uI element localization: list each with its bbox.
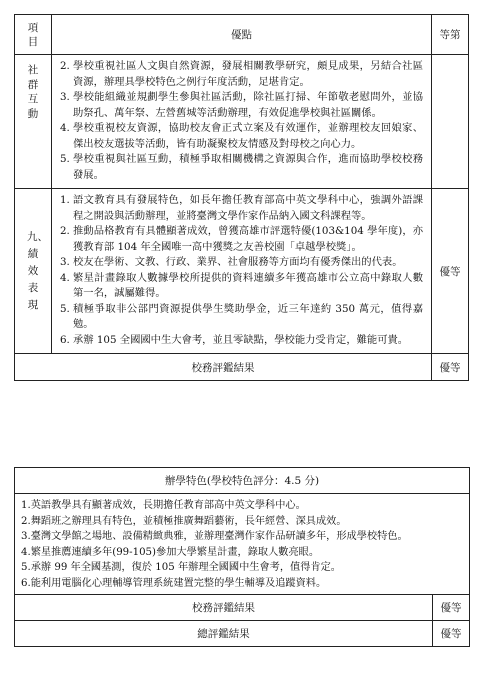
point-number: 3. (60, 91, 70, 103)
point-number: 1. (60, 194, 70, 206)
school-evaluation-result-row (15, 354, 469, 381)
point-text: 學校重視社區人文與自然資源，發展相關教學研究，頗見成果，另結合社區資源，辦理具學校特色之例行年度活動，足堪肯定。 (73, 60, 423, 88)
feature-school-result-row (15, 595, 470, 621)
feature-item: 5.承辦 99 年全國基測，復於 105 年辦理全國國中生會考，值得肯定。 (21, 562, 341, 573)
point-number: 5. (60, 302, 70, 315)
strength-point (60, 224, 423, 255)
strength-point (60, 90, 423, 121)
feature-title-text: 辦學特色(學校特色評分：4.5 分) (164, 475, 320, 487)
feature-item: 6.能利用電腦化心理輔導管理系統建置完整的學生輔導及追蹤資料。 (21, 577, 327, 589)
section-item-label: 九、績效表現 (27, 230, 48, 311)
strength-point (60, 152, 423, 183)
feature-title-row (15, 468, 470, 494)
point-text: 承辦 105 全國國中生大會考，並且零缺點，學校能力受肯定，難能可貴。 (73, 333, 409, 346)
point-text: 積極爭取非公部門資源提供學生獎助學金，近三年達約 350 萬元，值得嘉勉。 (73, 302, 423, 330)
overall-result-row (15, 621, 470, 647)
header-strengths (52, 15, 432, 55)
evaluation-table (14, 14, 469, 381)
section-item-performance (15, 189, 52, 354)
point-number: 5. (60, 153, 70, 165)
feature-list (15, 494, 470, 595)
overall-result-label-text: 總評鑑結果 (197, 628, 250, 640)
overall-result-label (15, 621, 433, 647)
point-text: 推動品格教育有具體顯著成效，曾獲高雄市評選特優(103&104 學年度)，亦獲教育部 104 年全國唯一高中獲獎之友善校園「卓越學校獎」。 (73, 225, 423, 253)
section-grade-label: 優等 (439, 265, 461, 278)
strength-list (60, 193, 423, 348)
header-grade (432, 15, 469, 55)
strength-point (60, 271, 423, 302)
point-text: 語文教育具有發展特色，如長年擔任教育部高中英文學科中心，強調外語課程之開設與活動辦理，並將臺灣文學作家作品納入國文科課程等。 (73, 194, 423, 222)
section-grade-community (432, 55, 469, 189)
feature-item: 1.英語教學具有顯著成效，長期擔任教育部高中英文學科中心。 (21, 500, 306, 511)
feature-school-result-label-text: 校務評鑑結果 (192, 602, 255, 614)
feature-item: 2.舞蹈班之辦理具有特色，並積極推廣舞蹈藝術，長年經營、深具成效。 (21, 515, 347, 527)
point-number: 2. (60, 225, 70, 237)
point-number: 2. (60, 60, 70, 72)
feature-school-result-grade-text: 優等 (440, 602, 462, 614)
feature-school-result-grade (433, 595, 470, 621)
school-evaluation-result-grade (432, 354, 469, 381)
strength-point (60, 121, 423, 152)
section-item-label: 社群互動 (27, 64, 39, 120)
strength-list (60, 59, 423, 183)
feature-title (15, 468, 470, 494)
strength-point (60, 255, 423, 271)
overall-result-grade (433, 621, 470, 647)
point-text: 學校重視與社區互動，積極爭取相關機構之資源與合作，進而協助學校校務發展。 (73, 153, 423, 181)
feature-item: 4.繁星推薦連續多年(99-105)參加大學繁星計畫，錄取人數亮眼。 (21, 546, 320, 558)
section-row-performance (15, 189, 469, 354)
header-strengths-label: 優點 (231, 29, 252, 41)
school-feature-table (14, 467, 470, 647)
section-grade-performance (432, 189, 469, 354)
point-text: 校友在學術、文教、行政、業界、社會服務等方面均有優秀傑出的代表。 (73, 256, 403, 268)
point-number: 3. (60, 256, 70, 268)
evaluation-table-header (15, 15, 469, 55)
point-number: 4. (60, 122, 70, 134)
overall-result-grade-text: 優等 (440, 628, 462, 640)
point-number: 6. (60, 333, 70, 346)
strength-point (60, 333, 423, 349)
strength-point (60, 193, 423, 224)
section-row-community (15, 55, 469, 189)
strength-point (60, 59, 423, 90)
point-text: 繁星計畫錄取人數據學校所提供的資料連續多年獲高雄市公立高中錄取人數第一名，誠屬難得。 (73, 271, 423, 299)
summary-label-text: 校務評鑑結果 (191, 361, 255, 374)
header-grade-label: 等第 (439, 29, 461, 41)
section-item-community (15, 55, 52, 189)
point-text: 學校重視校友資源，協助校友會正式立案及有效運作，並辦理校友回娘家、傑出校友選拔等活動，皆有助凝聚校友情感及對母校之向心力。 (73, 122, 423, 150)
header-item-label: 項目 (27, 21, 39, 48)
section-points-community (52, 55, 432, 189)
feature-school-result-label (15, 595, 433, 621)
feature-list-row (15, 494, 470, 595)
summary-grade-text: 優等 (439, 361, 461, 374)
feature-item: 3.臺灣文學館之場地、設備精緻典雅，並辦理臺灣作家作品研讀多年，形成學校特色。 (21, 531, 408, 542)
strength-point (60, 302, 423, 333)
point-text: 學校能組織並規劃學生參與社區活動，除社區打掃、年節敬老慰問外，並協助祭孔、萬年祭、左營舊城等活動辦理，有效促進學校與社區關係。 (73, 91, 423, 119)
point-number: 4. (60, 271, 70, 284)
section-points-performance (52, 189, 432, 354)
header-item (15, 15, 52, 55)
school-evaluation-result-label (15, 354, 432, 381)
